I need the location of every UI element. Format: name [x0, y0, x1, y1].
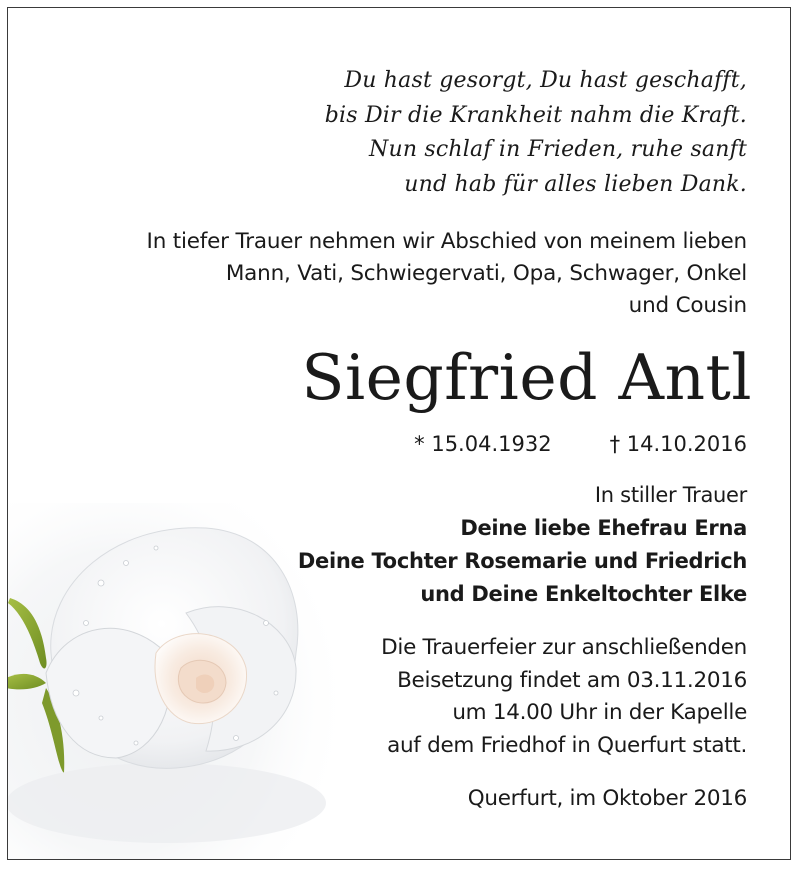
mourner-name: Deine liebe Ehefrau Erna [460, 516, 747, 540]
obituary-card [7, 7, 791, 860]
funeral-service-info [381, 632, 747, 762]
poem [325, 64, 747, 202]
deceased-name: Siegfried Antl [301, 341, 752, 414]
service-line: Die Trauerfeier zur anschließenden [381, 635, 747, 660]
service-line: um 14.00 Uhr in der Kapelle [452, 700, 747, 725]
mourner-name: und Deine Enkeltochter Elke [420, 582, 747, 606]
intro-line: In tiefer Trauer nehmen wir Abschied von meinem lieben [146, 229, 747, 254]
service-line: Beisetzung findet am 03.11.2016 [397, 667, 747, 693]
farewell-intro [147, 226, 747, 322]
intro-line: und Cousin [628, 293, 747, 318]
birth-date: * 15.04.1932 [414, 432, 552, 456]
place-and-date: Querfurt, im Oktober 2016 [467, 786, 747, 811]
mourners-intro: In stiller Trauer [594, 483, 747, 507]
poem-line: Nun schlaf in Frieden, ruhe sanft [369, 137, 747, 162]
white-rose-image [7, 503, 336, 860]
intro-line: Mann, Vati, Schwiegervati, Opa, Schwager, Onkel [225, 261, 747, 286]
poem-line: bis Dir die Krankheit nahm die Kraft. [324, 102, 747, 128]
poem-line: und hab für alles lieben Dank. [404, 171, 747, 197]
death-date: † 14.10.2016 [609, 432, 747, 456]
service-line: auf dem Friedhof in Querfurt statt. [387, 732, 747, 758]
mourner-name: Deine Tochter Rosemarie und Friedrich [297, 549, 747, 573]
life-dates [414, 429, 747, 459]
poem-line: Du hast gesorgt, Du hast geschafft, [344, 68, 747, 93]
mourners [298, 479, 747, 611]
